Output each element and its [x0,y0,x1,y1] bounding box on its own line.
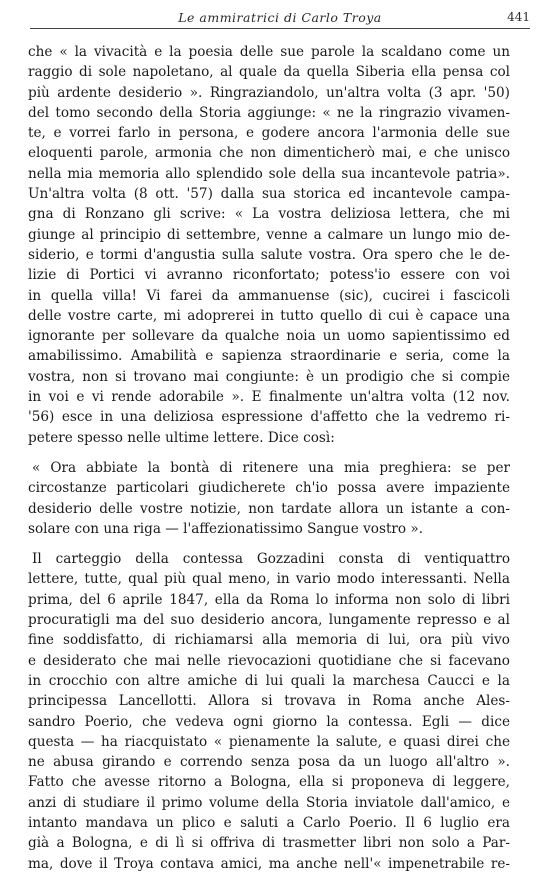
text-line: questa — ha riacquistato « pienamente la salute, e quasi direi che [28,733,510,750]
text-line: amabilissimo. Amabilità e sapienza straordinarie e seria, come la [28,348,510,365]
text-line: e desiderato che mai nelle rievocazioni quotidiane che si facevano [28,652,510,669]
text-line: Fatto che avesse ritorno a Bologna, ella si proponeva di leggere, [28,774,510,791]
text-line: ma, dove il Troya contava amici, ma anche nell'« impenetrabile re- [28,855,510,872]
paragraph-1 [28,42,510,448]
text-line: solare con una riga — l'affezionatissimo Sangue vostro ». [28,520,424,537]
paragraph-2-quote [28,458,510,539]
text-line: circostanze particolari giudicherete ch'io possa avere impaziente [28,480,510,497]
text-line: fine soddisfatto, di richiamarsi alla memoria di lui, ora più vivo [28,632,510,649]
text-line: « Ora abbiate la bontà di ritenere una mia preghiera: se per [32,459,510,476]
text-line: in quella villa! Vi farei da ammanuense (sic), cucirei i fascicoli [28,287,510,304]
text-line: del tomo secondo della Storia aggiunge: « ne la ringrazio vivamen- [28,104,510,121]
running-header [30,6,530,29]
text-line: lettere, tutte, qual più qual meno, in vario modo interessanti. Nella [28,571,510,588]
running-title: Le ammiratrici di Carlo Troya [178,10,382,25]
text-line: in crocchio con altre amiche di lui quali la marchesa Caucci e la [28,672,510,689]
text-line: procuratigli ma del suo desiderio ancora, lungamente represso e al [28,612,510,629]
text-line: nella mia memoria allo splendido sole della sua incantevole patria». [28,165,510,182]
text-line: Il carteggio della contessa Gozzadini consta di ventiquattro [32,551,510,568]
text-line: Un'altra volta (8 ott. '57) dalla sua storica ed incantevole campa- [28,186,510,203]
text-line: petere spesso nelle ultime lettere. Dice così: [28,429,335,446]
text-line: eloquenti parole, armonia che non dimenticherò mai, e che unisco [28,145,510,162]
text-line: in voi e vi rende adorabile ». E finalmente un'altra volta (12 nov. [28,389,510,406]
text-line: principessa Lancellotti. Allora si trovava in Roma anche Ales- [28,693,510,710]
page-number: 441 [507,10,530,24]
paragraph-3 [28,549,510,874]
text-line: '56) esce in una deliziosa espressione d'affetto che la vedremo ri- [28,409,510,426]
text-line: che « la vivacità e la poesia delle sue parole la scaldano come un [28,44,510,60]
text-line: giunge al principio di settembre, venne a calmare un lungo mio de- [28,226,510,243]
text-line: intanto mandava un plico e saluti a Carlo Poerio. Il 6 luglio era [28,814,510,831]
text-line: siderio, e tormi d'angustia sulla salute vostra. Ora spero che le de- [28,246,510,263]
text-line: prima, del 6 aprile 1847, ella da Roma lo informa non solo di libri [28,591,510,608]
text-line: ignorante per sollevare da qualche noia un uomo sapientissimo ed [28,328,510,345]
text-line: gna di Ronzano gli scrive: « La vostra deliziosa lettera, che mi [28,206,510,223]
text-line: raggio di sole napoletano, al quale da quella Siberia ella pensa col [28,64,510,81]
body-text [28,42,510,874]
text-line: vostra, non si trovano mai congiunte: è un prodigio che si compie [28,368,510,385]
text-line: anzi di studiare il primo volume della Storia inviatole dall'amico, e [28,794,510,811]
text-line: lizie di Portici vi avranno riconfortato; potess'io essere con voi [28,267,510,284]
text-line: più ardente desiderio ». Ringraziandolo, un'altra volta (3 apr. '50) [28,84,510,101]
text-line: ne abusa girando e correndo senza posa da un luogo all'altro ». [28,754,510,771]
text-line: delle vostre carte, mi adoprerei in tutto quello di cui è capace una [28,307,510,324]
text-line: sandro Poerio, che vedeva ogni giorno la contessa. Egli — dice [28,713,510,730]
text-line: te, e vorrei farlo in persona, e godere ancora l'armonia delle sue [28,125,510,142]
text-line: già a Bologna, e di lì si offriva di trasmetter libri non solo a Par- [28,835,510,852]
text-line: desiderio delle vostre notizie, non tardate allora un istante a con- [28,500,510,517]
